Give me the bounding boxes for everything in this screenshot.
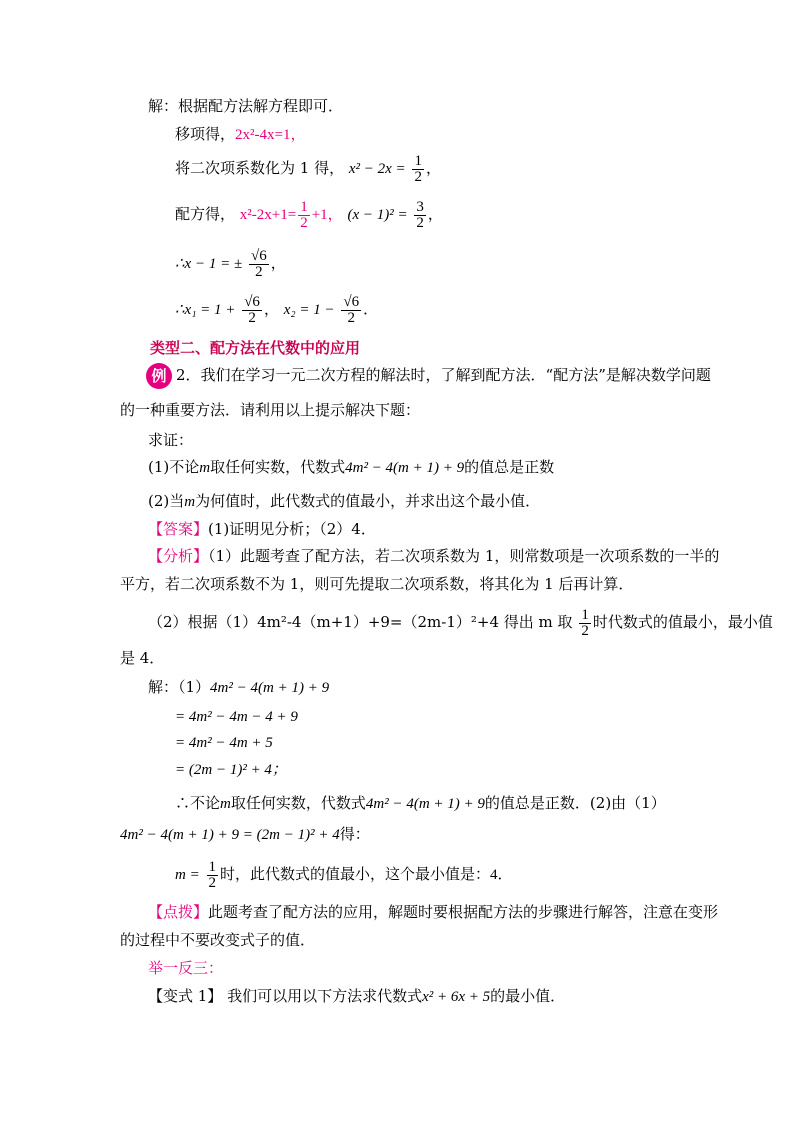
variant-1: 【变式 1】 我们可以用以下方法求代数式x² + 6x + 5的最小值． [148,987,566,1005]
step-complete-square: 配方得， x²-2x+1= $\frac{1}{2}$ +1， (x − 1)² = $\frac{3}{2}$ ， [175,198,443,231]
answer: 【答案】(1)证明见分析；（2）4． [148,520,376,538]
prove-label: 求证： [148,431,194,449]
fraction-sqrt6-over-2: $\frac{√6}{2}$ [250,247,267,280]
section-heading: 类型二、配方法在代数中的应用 [150,339,361,357]
part1-statement: (1)不论m取任何实数，代数式4m² − 4(m + 1) + 9的值总是正数 [148,458,555,476]
step-normalize: 将二次项系数化为 1 得， x² − 2x = $\frac{1}{2}$ ， [175,152,441,185]
analysis-line1: 【分析】（1）此题考查了配方法，若二次项系数为 1，则常数项是一次项系数的一半的 [148,547,720,565]
identity-line: 4m² − 4(m + 1) + 9 = (2m − 1)² + 4得： [120,825,370,843]
tip-line1: 【点拨】此题考查了配方法的应用，解题时要根据配方法的步骤进行解答，注意在变形 [148,903,719,921]
minimum-line: m = $\frac{1}{2}$ 时，此代数式的值最小，这个最小值是：4． [175,858,513,891]
fraction-sqrt6-over-2-a: $\frac{√6}{2}$ [244,293,260,326]
step-sqrt: ∴x − 1 = ± $\frac{√6}{2}$ ， [175,247,286,280]
solution2-line4: = (2m − 1)² + 4； [175,762,287,778]
extend-heading: 举一反三： [148,959,224,977]
fraction-one-half-2: $\frac{1}{2}$ [300,198,308,231]
part2-statement: (2)当m为何值时，此代数式的值最小，并求出这个最小值． [148,492,541,510]
solution2-line2: = 4m² − 4m − 4 + 9 [175,709,298,725]
conclusion-line: ∴不论m取任何实数，代数式4m² − 4(m + 1) + 9的值总是正数．(2)由（1） [175,794,666,812]
solution2-line1: 解：（1）4m² − 4(m + 1) + 9 [148,678,330,696]
analysis-line2: 平方，若二次项系数不为 1，则可先提取二次项系数，将其化为 1 后再计算． [120,575,634,593]
step-roots: ∴x₁ = 1 + $\frac{√6}{2}$ ， x₂ = 1 − $\frac{√6}{2}$ ． [175,293,379,326]
analysis-line3: （2）根据（1）4m²-4（m+1）+9=（2m-1）²+4 得出 m 取 $\frac{1}{2}$ 时代数式的值最小，最小值 [148,606,773,639]
fraction-one-half: $\frac{1}{2}$ [414,152,422,185]
solution2-line3: = 4m² − 4m + 5 [175,735,273,751]
fraction-three-halves: $\frac{3}{2}$ [416,198,424,231]
tip-line2: 的过程中不要改变式子的值． [120,931,316,949]
solution-intro: 解：根据配方法解方程即可． [148,97,344,115]
fraction-sqrt6-over-2-b: $\frac{√6}{2}$ [343,293,360,326]
fraction-half-analysis: $\frac{1}{2}$ [581,606,589,639]
example-question-line1: 例 2．我们在学习一元二次方程的解法时，了解到配方法．“配方法”是解决数学问题 [146,361,711,389]
fraction-half-min: $\frac{1}{2}$ [208,858,216,891]
example-badge: 例 [146,363,172,389]
example-question-line2: 的一种重要方法．请利用以上提示解决下题： [120,401,421,419]
analysis-line4: 是 4． [120,649,165,667]
step-move-terms: 移项得，2x²-4x=1， [175,125,306,143]
